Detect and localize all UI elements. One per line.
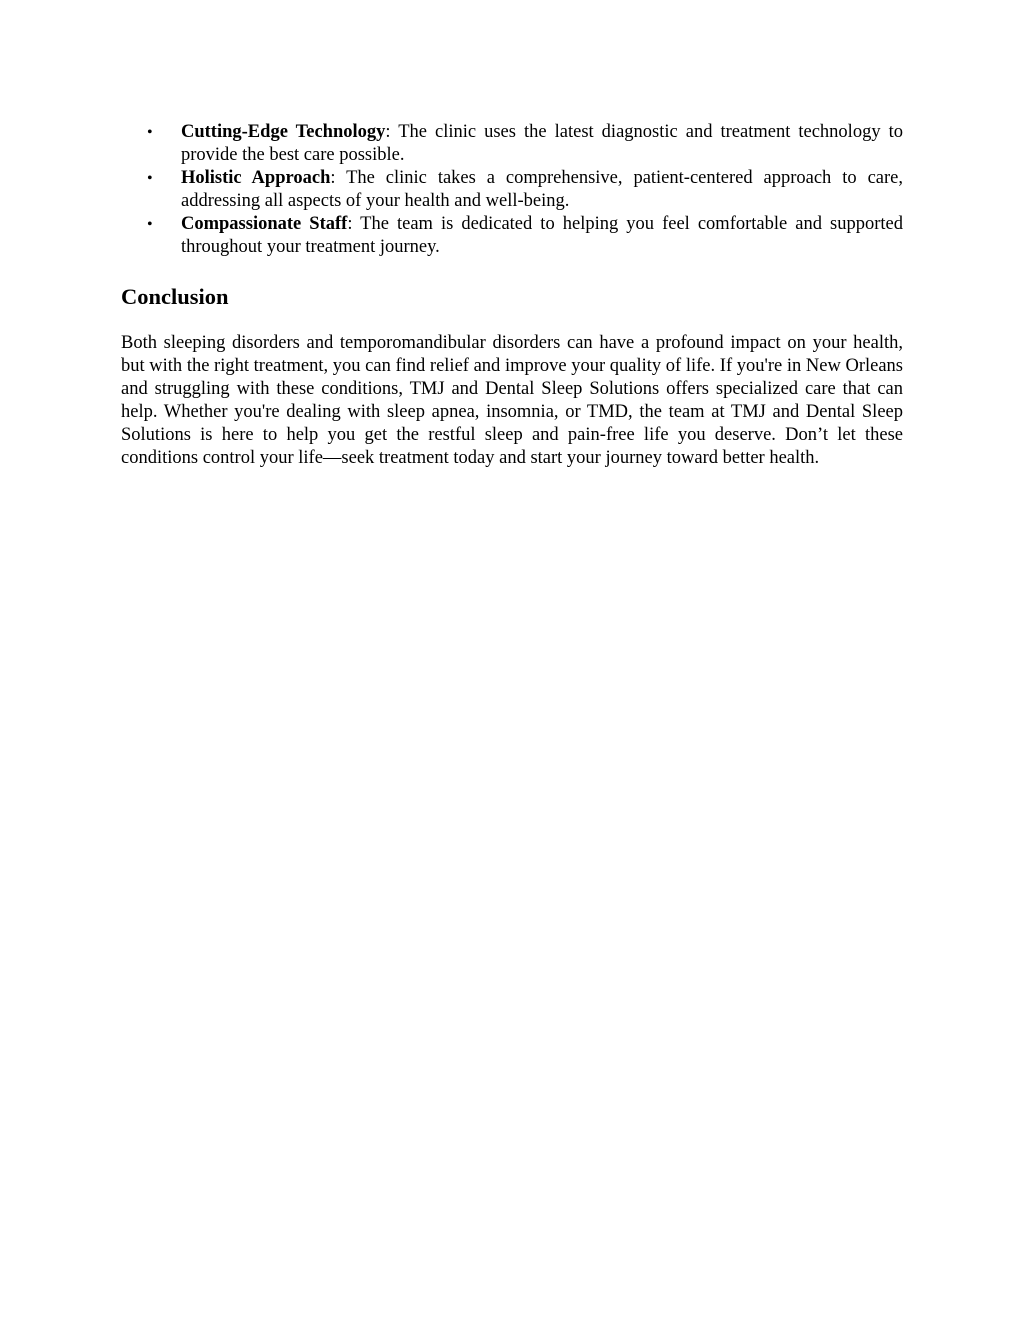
bullet-list (121, 121, 903, 259)
conclusion-paragraph: Both sleeping disorders and temporomandibular disorders can have a profound impact on your health, but with the right treatment, you can find relief and improve your quality of life. If you're in New Orleans and struggling with these conditions, TMJ and Dental Sleep Solutions offers specialized care that can help. Whether you're dealing with sleep apnea, insomnia, or TMD, the team at TMJ and Dental Sleep Solutions is here to help you get the restful sleep and pain-free life you deserve. Don’t let these conditions control your life—seek treatment today and start your journey toward better health. (121, 333, 903, 468)
list-item (121, 121, 903, 167)
bullet-text: : The team is dedicated to helping you feel comfortable and supported throughout your treatment journey. (181, 214, 903, 257)
bullet-text: : The clinic takes a comprehensive, patient-centered approach to care, addressing all aspects of your health and well-being. (181, 168, 903, 211)
list-item (121, 167, 903, 213)
bullet-icon: • (147, 124, 153, 141)
section-heading: Conclusion (121, 284, 229, 309)
bullet-text: : The clinic uses the latest diagnostic and treatment technology to provide the best care possible. (181, 122, 903, 165)
list-item (121, 213, 903, 259)
bullet-icon: • (147, 216, 153, 233)
bullet-term: Cutting-Edge Technology (181, 122, 386, 142)
bullet-icon: • (147, 170, 153, 187)
bullet-term: Compassionate Staff (181, 214, 348, 234)
bullet-term: Holistic Approach (181, 168, 331, 188)
